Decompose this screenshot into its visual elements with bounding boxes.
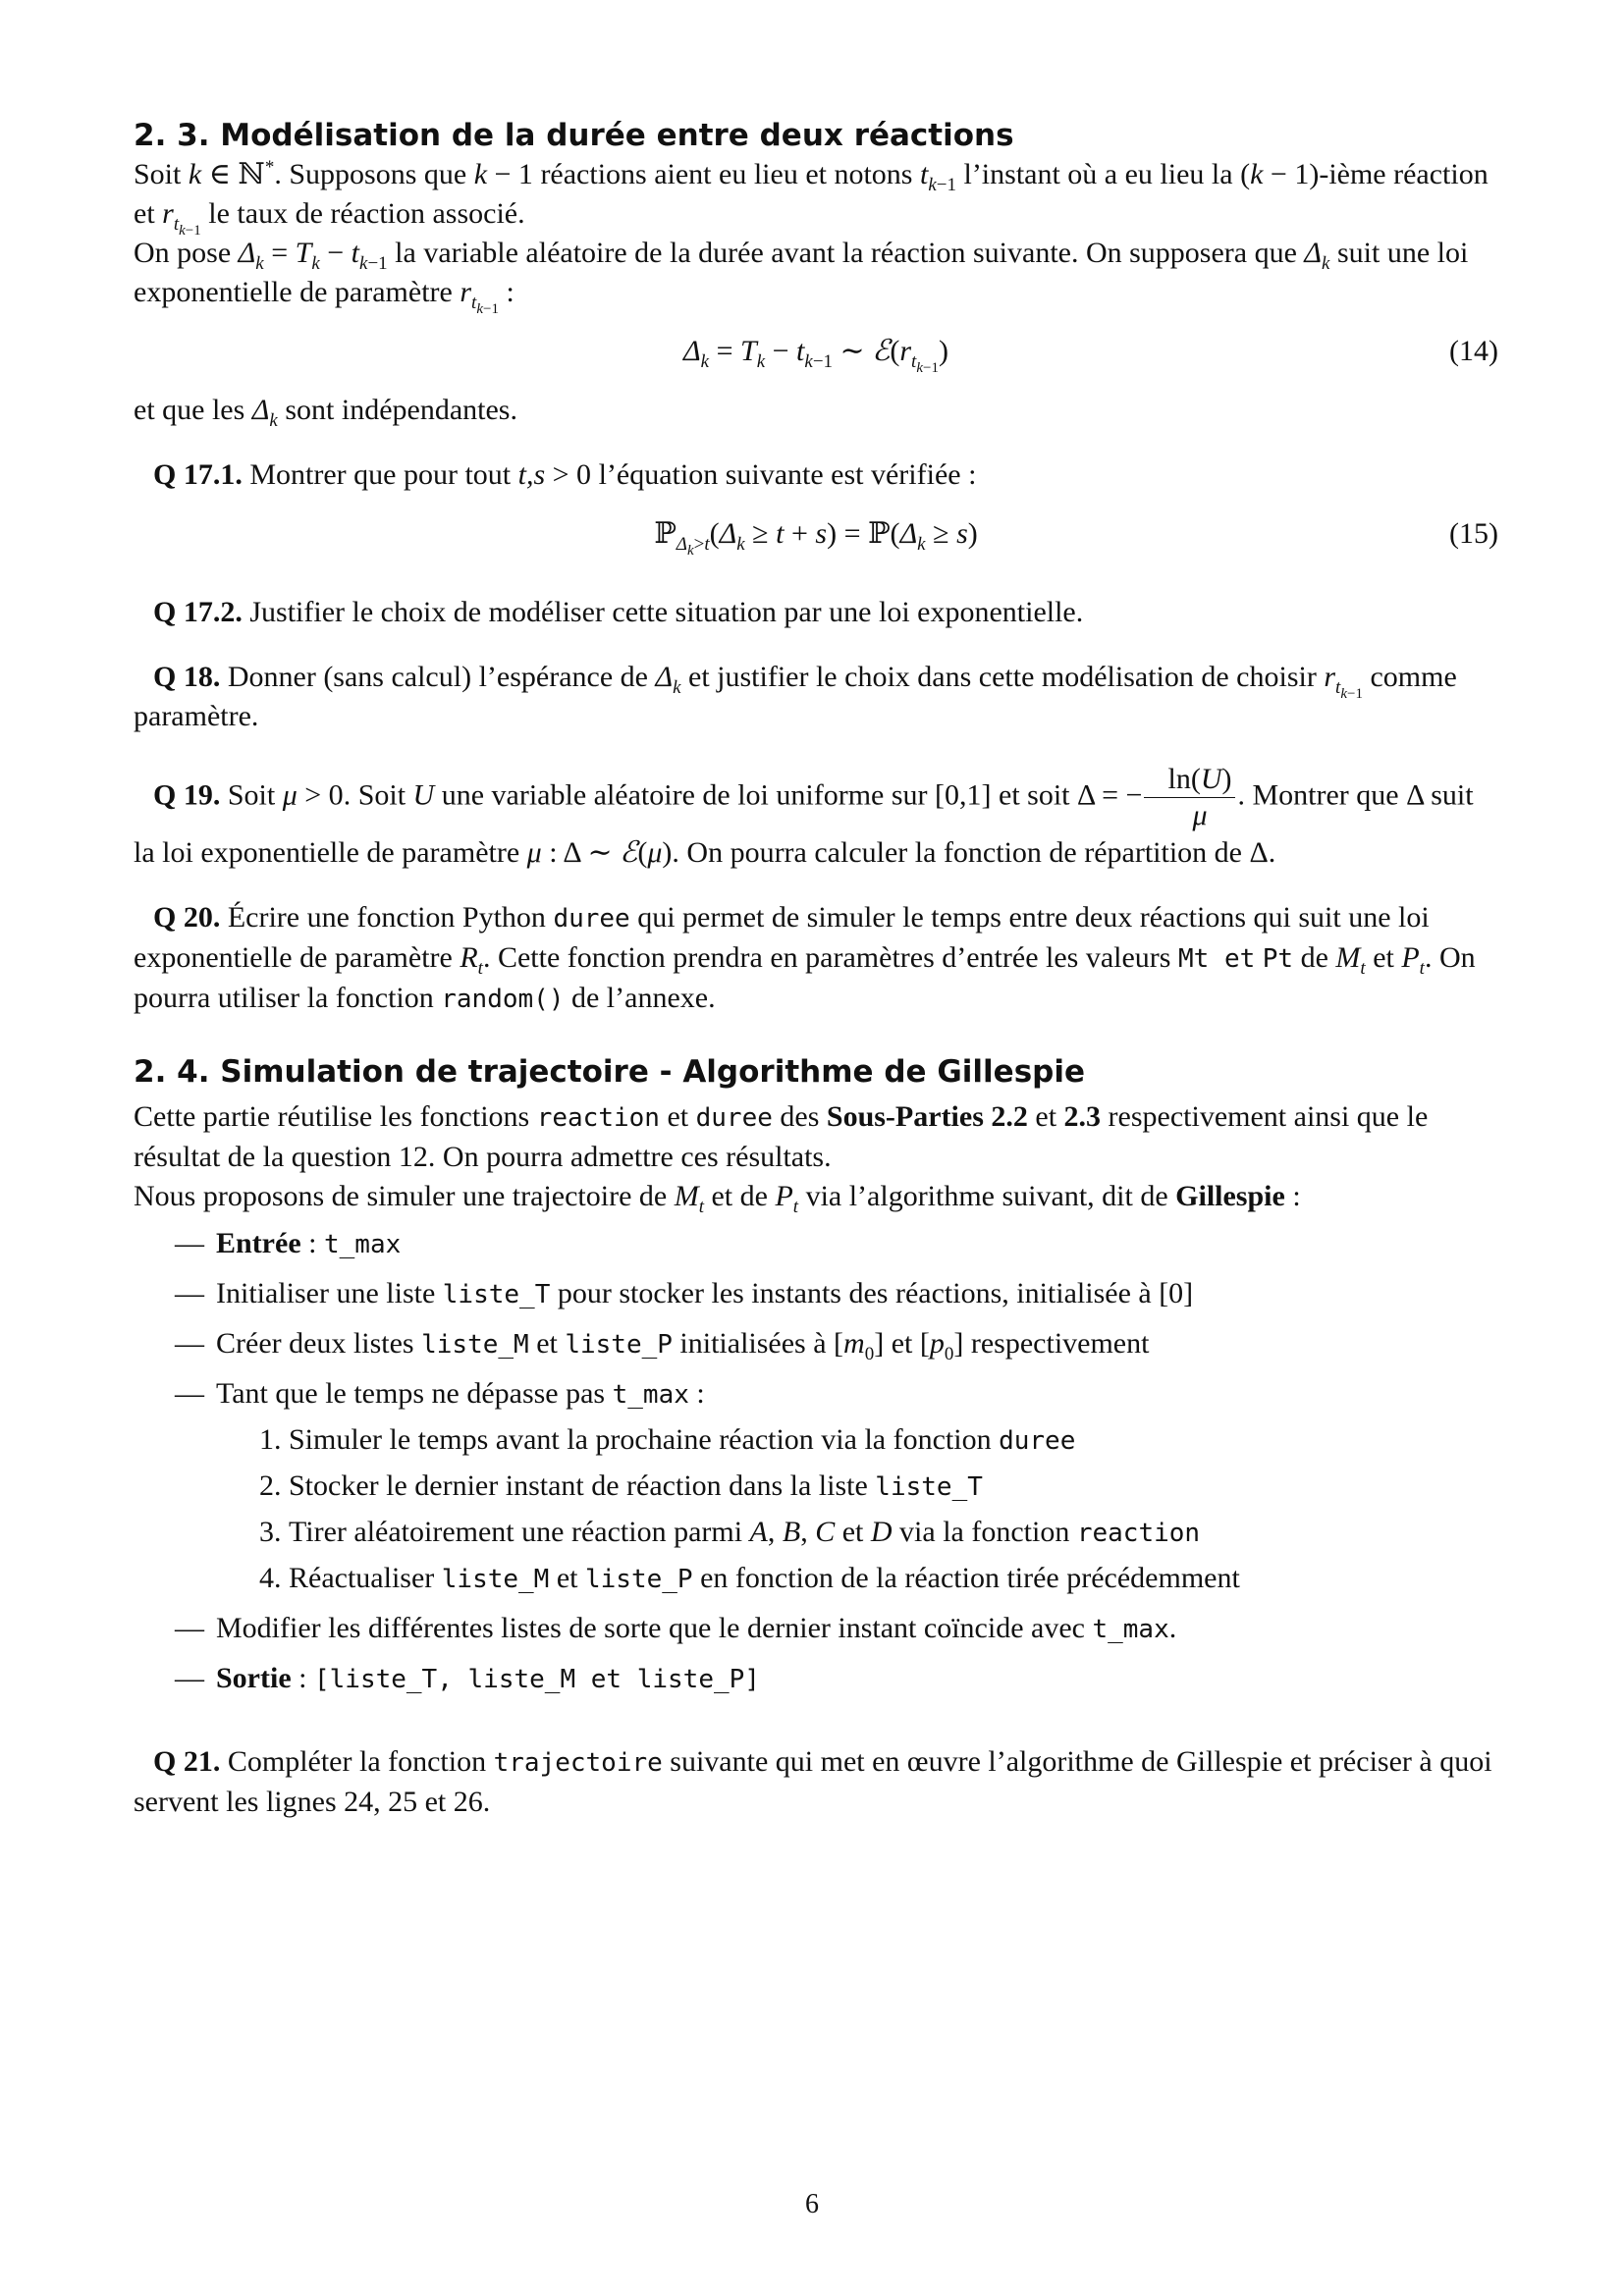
algorithm-list — [134, 1224, 1498, 1699]
code-pt: Pt — [1262, 944, 1294, 974]
section-2-4-paragraph-1: Cette partie réutilise les fonctions reaction et duree des Sous-Parties 2.2 et 2.3 respectivement ainsi que le résultat de la question 12. On pourra admettre ces résultats. — [134, 1100, 1429, 1173]
section-2-3-intro-1: Soit k ∈ ℕ*. Supposons que k − 1 réactions aient eu lieu et notons $t_{k-1}$ l’instant où a eu lieu la (k − 1)-ième réaction et $r_{t_{k-1}}$ le taux de réaction associé. — [134, 157, 1489, 239]
section-2-4-paragraph-2: Nous proposons de simuler une trajectoire de $M_t$ et de $P_t$ via l’algorithme suivant, dit de Gillespie : — [134, 1180, 1301, 1217]
code-mt-et: Mt et — [1177, 944, 1256, 974]
question-19: Q 19. Soit μ > 0. Soit U une variable aléatoire de loi uniforme sur [0,1] et soit Δ = − $\frac{\ln(U)}{\mu}$ . Montrer que Δ suit la loi exponentielle de paramètre μ : Δ ∼ ℰ(μ). On pourra calculer la fonction de répartition de Δ. — [134, 763, 1474, 869]
question-label: Q 17.2. — [153, 596, 243, 628]
algorithm-step-4: 4. Réactualiser liste_M et liste_P en fonction de la réaction tirée précédemment — [289, 1559, 1498, 1599]
algorithm-sortie: — Sortie : [liste_T, liste_M et liste_P] — [175, 1659, 1498, 1699]
algorithm-create-lists: — Créer deux listes liste_M et liste_P initialisées à $[m_0]$ et $[p_0]$ respectivement — [175, 1324, 1498, 1364]
question-18: Q 18. Donner (sans calcul) l’espérance de $\Delta_k$ et justifier le choix dans cette modélisation de choisir $r_{t_{k-1}}$ comme paramètre. — [134, 661, 1457, 732]
section-2-3-after-eq: et que les $\Delta_k$ sont indépendantes. — [134, 394, 517, 431]
question-21: Q 21. Compléter la fonction trajectoire suivante qui met en œuvre l’algorithme de Gillespie et préciser à quoi servent les lignes 24, 25 et 26. — [134, 1745, 1492, 1818]
question-17-2: Q 17.2. Justifier le choix de modéliser cette situation par une loi exponentielle. — [153, 596, 1084, 628]
question-20: Q 20. Écrire une fonction Python duree qui permet de simuler le temps entre deux réactions qui suit une loi exponentielle de paramètre $R_t$. Cette fonction prendra en paramètres d’entrée les valeurs Mt et Pt de $M_t$ et $P_t$. On pourra utiliser la fonction random() de l’annexe. — [134, 901, 1476, 1014]
algorithm-step-2: 2. Stocker le dernier instant de réaction dans la liste liste_T — [289, 1467, 1498, 1507]
code-trajectoire: trajectoire — [493, 1748, 663, 1778]
algorithm-steps — [216, 1420, 1498, 1599]
code-duree: duree — [553, 904, 630, 934]
question-label: Q 19. — [153, 778, 221, 812]
algorithm-entree: — Entrée : t_max — [175, 1224, 1498, 1264]
fraction-ln-u-over-mu: $\frac{\ln(U)}{\mu}$ — [1144, 762, 1235, 833]
page-content — [134, 116, 1498, 1822]
section-title-2-4: 2. 4. Simulation de trajectoire - Algorithme de Gillespie — [134, 1054, 1085, 1090]
equation-14: $\Delta_k = T_k - t_{k-1}$ ∼ $ℰ(r_{t_{k-1}})$ (14) — [134, 322, 1498, 381]
question-label: Q 20. — [153, 901, 221, 934]
code-random: random() — [441, 985, 565, 1014]
equation-number-15: (15) — [1449, 517, 1498, 550]
question-label: Q 17.1. — [153, 458, 243, 491]
algorithm-while: — Tant que le temps ne dépasse pas t_max : 1. Simuler le temps avant la prochaine réaction via la fonction duree 2. Stocker le dernier instant de réaction dans la liste liste_T 3. Tirer aléatoirement une réaction parmi A, B, C et D via la fonction reaction 4. Réactualiser liste_M et liste_P en fonction de la réaction tirée précédemment — [175, 1374, 1498, 1599]
algorithm-step-3: 3. Tirer aléatoirement une réaction parmi A, B, C et D via la fonction reaction — [289, 1513, 1498, 1553]
question-17-1: Q 17.1. Montrer que pour tout t,s > 0 l’équation suivante est vérifiée : — [153, 458, 977, 491]
algorithm-modify: — Modifier les différentes listes de sorte que le dernier instant coïncide avec t_max. — [175, 1609, 1498, 1649]
algorithm-step-1: 1. Simuler le temps avant la prochaine réaction via la fonction duree — [289, 1420, 1498, 1461]
page-number: 6 — [805, 2189, 819, 2219]
algorithm-init: — Initialiser une liste liste_T pour stocker les instants des réactions, initialisée à [0] — [175, 1274, 1498, 1314]
equation-15: $ℙ_{\Delta_k>t}(\Delta_k \ge t + s)$ = $ℙ(\Delta_k \ge s)$ (15) — [134, 505, 1498, 563]
question-label: Q 21. — [153, 1745, 221, 1778]
section-title-2-3: 2. 3. Modélisation de la durée entre deux réactions — [134, 118, 1014, 153]
equation-number-14: (14) — [1449, 335, 1498, 367]
question-label: Q 18. — [153, 661, 221, 693]
section-2-3-intro-2: On pose $\Delta_k = T_k - t_{k-1}$ la variable aléatoire de la durée avant la réaction suivante. On supposera que $\Delta_k$ suit une loi exponentielle de paramètre $r_{t_{k-1}}$ : — [134, 237, 1469, 317]
